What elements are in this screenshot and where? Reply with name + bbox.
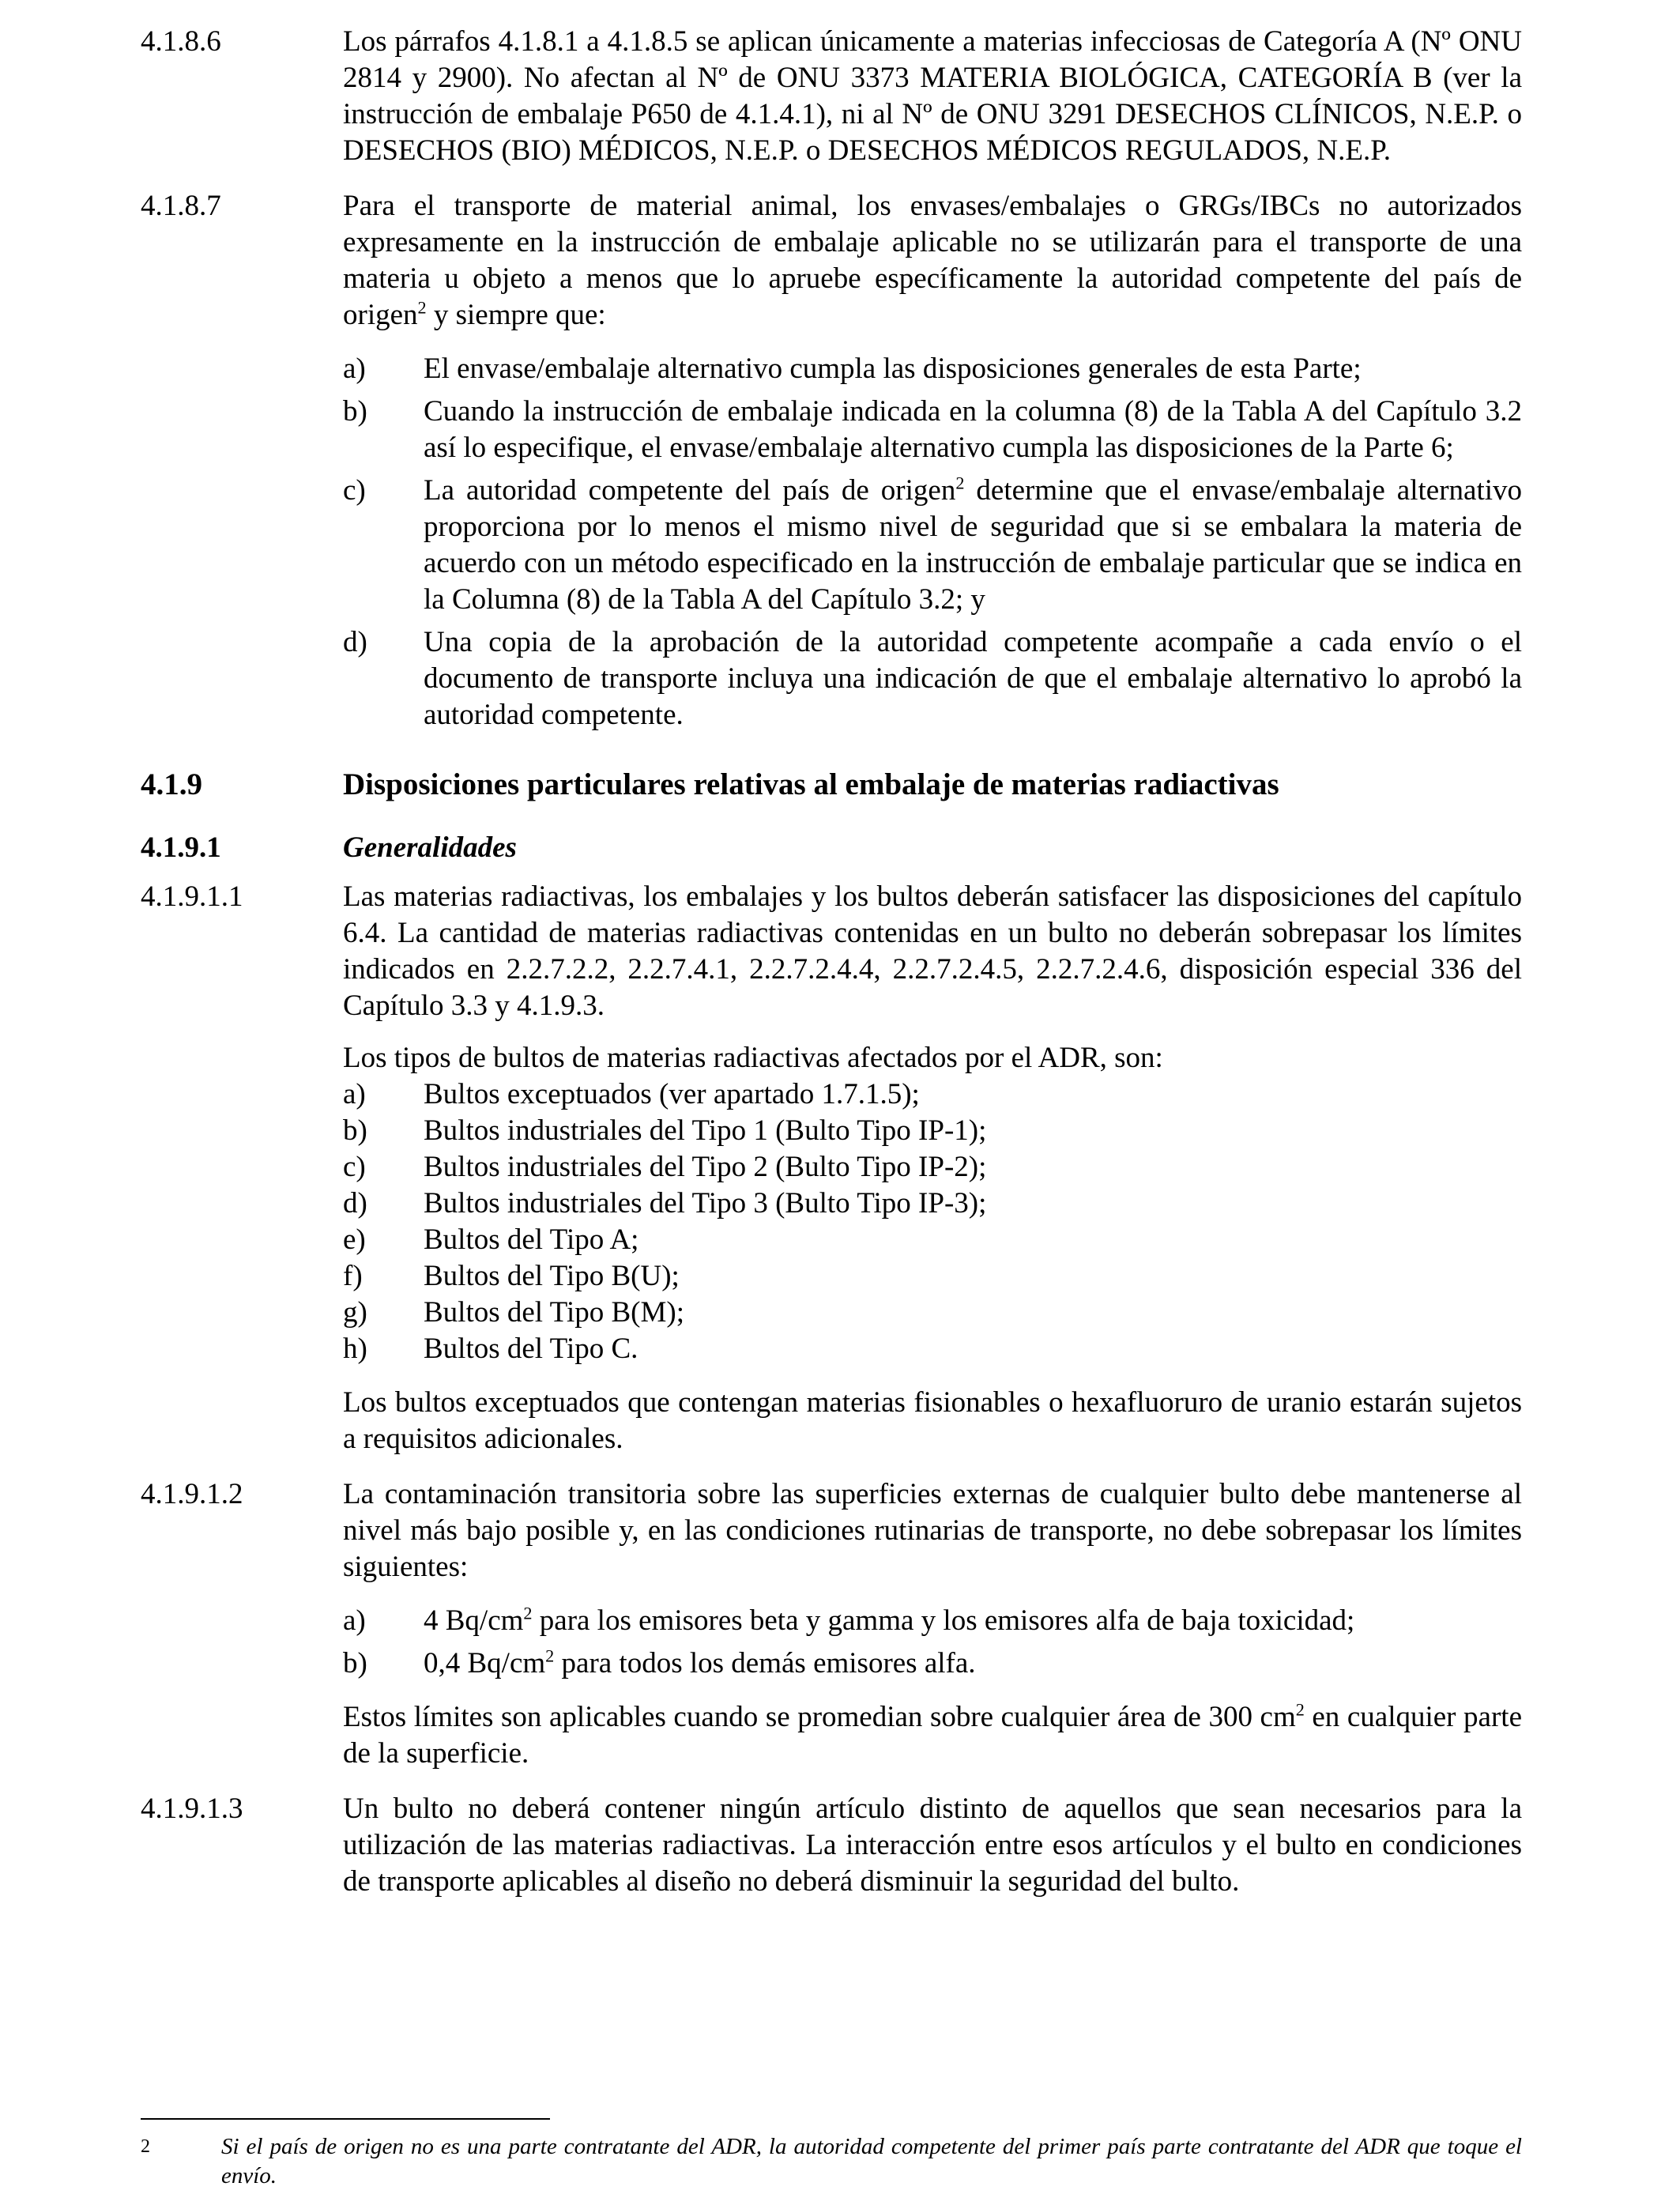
list-item: a) El envase/embalaje alternativo cumpla las disposiciones generales de esta Parte; (343, 352, 1362, 385)
section-4-1-8-6 (141, 24, 1522, 169)
section-text: Los párrafos 4.1.8.1 a 4.1.8.5 se aplican únicamente a materias infecciosas de Categoría A (Nº ONU 2814 y 2900). No afectan al Nº de ONU 3373 MATERIA BIOLÓGICA, CATEGORÍA B (ver la instrucción de embalaje P650 de 4.1.4.1), ni al Nº de ONU 3291 DESECHOS CLÍNICOS, N.E.P. o DESECHOS (BIO) MÉDICOS, N.E.P. o DESECHOS MÉDICOS REGULADOS, N.E.P. (343, 25, 1522, 167)
section-number: 4.1.9.1.3 (141, 1793, 243, 1825)
list-item: c) La autoridad competente del país de origen$^2$ determine que el envase/embalaje alternativo proporciona por lo menos el mismo nivel de seguridad que si se embalara la materia de acuerdo con un método especificado en la instrucción de embalaje particular que se indica en la Columna (8) de la Tabla A del Capítulo 3.2; y (343, 473, 1523, 616)
section-body (343, 879, 1522, 1457)
list-item: a) Bultos exceptuados (ver apartado 1.7.1.5); (343, 1078, 920, 1110)
footnote-ref[interactable]: 2 (955, 473, 965, 493)
section-intro: Para el transporte de material animal, los envases/embalajes o GRGs/IBCs no autorizados expresamente en la instrucción de embalaje aplicable no se utilizarán para el transporte de una materia u objeto a menos que lo apruebe específicamente la autoridad competente del país de origen$^2$ y siempre que: (343, 190, 1522, 331)
section-text: La contaminación transitoria sobre las superficies externas de cualquier bulto debe mantenerse al nivel más bajo posible y, en las condiciones rutinarias de transporte, no debe sobrepasar los límites siguientes: (343, 1478, 1522, 1583)
footnote (141, 2132, 1522, 2191)
section-4-1-9-1-2 (141, 1476, 1522, 1772)
subsection-heading-4-1-9-1 (141, 830, 1522, 866)
heading-title: Disposiciones particulares relativas al embalaje de materias radiactivas (343, 767, 1279, 801)
section-closing: Los bultos exceptuados que contengan materias fisionables o hexafluoruro de uranio estarán sujetos a requisitos adicionales. (343, 1386, 1522, 1455)
condition-list (343, 351, 1522, 733)
footnote-number: 2 (141, 2136, 150, 2157)
package-type-list (343, 1076, 1522, 1367)
section-heading-4-1-9 (141, 767, 1522, 803)
footnote-divider (141, 2118, 550, 2120)
heading-number: 4.1.9.1 (141, 831, 221, 864)
section-4-1-9-1-3 (141, 1791, 1522, 1900)
list-item: h) Bultos del Tipo C. (343, 1333, 638, 1365)
section-number: 4.1.8.7 (141, 190, 221, 222)
list-item: g) Bultos del Tipo B(M); (343, 1296, 685, 1329)
list-item: a) 4 $Bq/cm^2$ para los emisores beta y gamma y los emisores alfa de baja toxicidad; (343, 1603, 1355, 1637)
heading-title: Generalidades (343, 831, 517, 864)
section-text: Un bulto no deberá contener ningún artículo distinto de aquellos que sean necesarios para la utilización de las materias radiactivas. La interacción entre esos artículos y el bulto en condiciones de transporte aplicables al diseño no deberá disminuir la seguridad del bulto. (343, 1793, 1522, 1898)
section-4-1-9-1-1 (141, 879, 1522, 1457)
list-item: e) Bultos del Tipo A; (343, 1223, 639, 1256)
section-closing: Estos límites son aplicables cuando se promedian sobre cualquier área de 300 $cm^2$ en cualquier parte de la superficie. (343, 1699, 1522, 1770)
section-4-1-8-7 (141, 188, 1522, 733)
list-item: f) Bultos del Tipo B(U); (343, 1260, 680, 1292)
limit-list (343, 1603, 1522, 1682)
list-intro: Los tipos de bultos de materias radiactivas afectados por el ADR, son: (343, 1042, 1163, 1074)
heading-number: 4.1.9 (141, 767, 202, 801)
section-body (343, 188, 1522, 733)
list-item: b) 0,4 $Bq/cm^2$ para todos los demás emisores alfa. (343, 1646, 976, 1679)
list-item: d) Una copia de la aprobación de la autoridad competente acompañe a cada envío o el documento de transporte incluya una indicación de que el embalaje alternativo lo aprobó la autoridad competente. (343, 626, 1522, 731)
section-number: 4.1.9.1.1 (141, 880, 243, 913)
footnote-text: Si el país de origen no es una parte contratante del ADR, la autoridad competente del primer país parte contratante del ADR que toque el envío. (221, 2134, 1522, 2188)
section-number: 4.1.8.6 (141, 25, 221, 58)
document-content (141, 24, 1522, 1919)
list-item: b) Cuando la instrucción de embalaje indicada en la columna (8) de la Tabla A del Capítulo 3.2 así lo especifique, el envase/embalaje alternativo cumpla las disposiciones de la Parte 6; (343, 395, 1522, 464)
section-text: Las materias radiactivas, los embalajes y los bultos deberán satisfacer las disposiciones del capítulo 6.4. La cantidad de materias radiactivas contenidas en un bulto no deberán sobrepasar los límites indicados en 2.2.7.2.2, 2.2.7.4.1, 2.2.7.2.4.4, 2.2.7.2.4.5, 2.2.7.2.4.6, disposición especial 336 del Capítulo 3.3 y 4.1.9.3. (343, 880, 1522, 1022)
footnote-ref[interactable]: 2 (417, 297, 427, 318)
list-item: c) Bultos industriales del Tipo 2 (Bulto Tipo IP-2); (343, 1151, 987, 1183)
list-item: d) Bultos industriales del Tipo 3 (Bulto Tipo IP-3); (343, 1187, 987, 1220)
list-item: b) Bultos industriales del Tipo 1 (Bulto Tipo IP-1); (343, 1114, 987, 1147)
section-body (343, 1476, 1522, 1772)
section-number: 4.1.9.1.2 (141, 1478, 243, 1510)
